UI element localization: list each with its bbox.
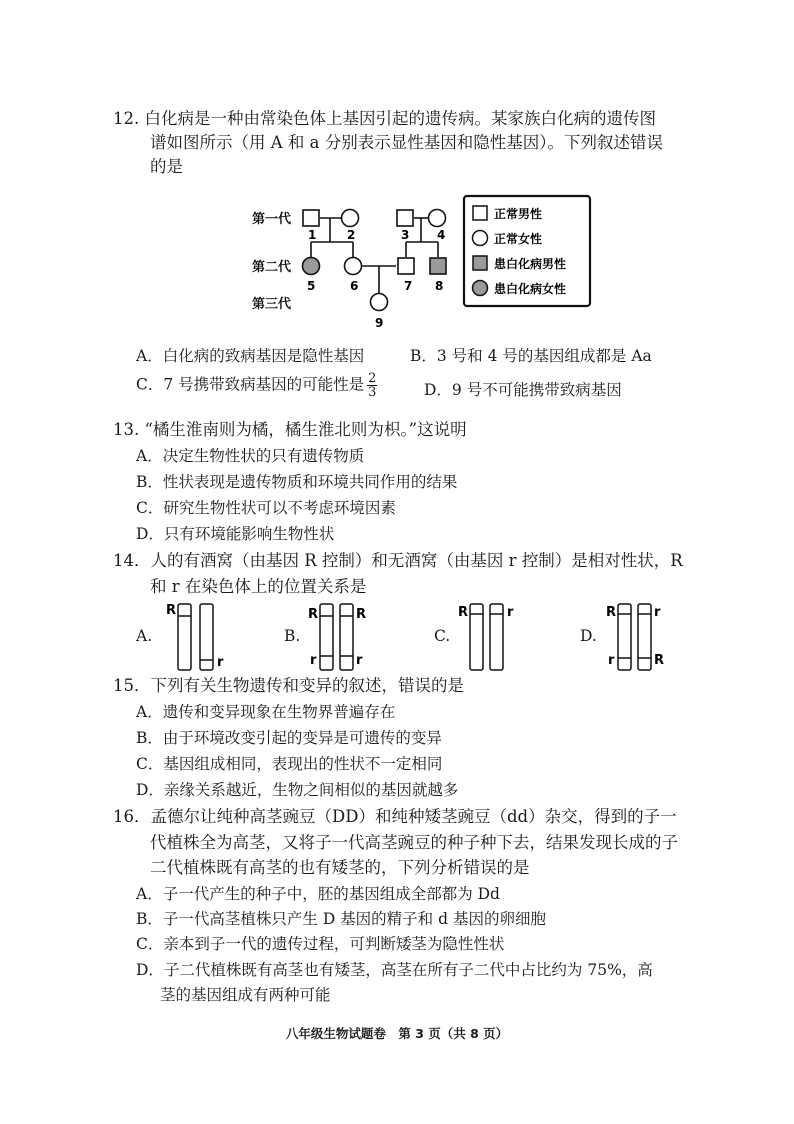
q15-option-d: D．亲缘关系越近，生物之间相似的基因就越多 (136, 781, 459, 799)
individual-3 (397, 210, 413, 226)
id-3: 3 (401, 228, 410, 242)
legend-normal-male: 正常男性 (494, 207, 543, 221)
chromosome-diagram-a (160, 598, 240, 678)
gene-label: R (606, 605, 617, 620)
fraction-denominator: 3 (368, 385, 377, 400)
id-2: 2 (347, 228, 356, 242)
gene-label: R (166, 603, 177, 618)
q12-stem-line1: 12. 白化病是一种由常染色体上基因引起的遗传病。某家族白化病的遗传图 (113, 109, 656, 128)
q16-option-b: B．子一代高茎植株只产生 D 基因的精子和 d 基因的卵细胞 (136, 910, 546, 928)
q14-stem-line2: 和 r 在染色体上的位置关系是 (150, 577, 367, 596)
gen1-label: 第一代 (252, 212, 292, 227)
individual-8 (430, 258, 446, 274)
gen2-label: 第二代 (252, 260, 292, 275)
individual-7 (398, 258, 414, 274)
q16-option-d: D．子二代植株既有高茎也有矮茎，高茎在所有子二代中占比约为 75%，高 (136, 961, 653, 979)
individual-9 (371, 294, 388, 311)
q14-label-b: B. (284, 627, 301, 645)
q13-option-c: C．研究生物性状可以不考虑环境因素 (136, 499, 396, 517)
q15-stem: 15．下列有关生物遗传和变异的叙述，错误的是 (113, 676, 464, 695)
gene-label: r (608, 653, 615, 668)
gene-label: r (654, 605, 661, 620)
q16-stem-line2: 代植株全为高茎，又将子一代高茎豌豆的种子种下去，结果发现长成的子 (150, 833, 678, 852)
q12-stem-line3: 的是 (150, 157, 183, 176)
legend-normal-female: 正常女性 (494, 232, 543, 246)
id-8: 8 (435, 279, 444, 293)
q13-stem: 13. “橘生淮南则为橘，橘生淮北则为枳。”这说明 (113, 420, 467, 439)
q15-option-a: A．遗传和变异现象在生物界普遍存在 (136, 703, 396, 721)
individual-5 (303, 258, 320, 275)
q13-option-d: D．只有环境能影响生物性状 (136, 525, 335, 543)
fraction-numerator: 2 (368, 371, 377, 386)
individual-2 (342, 210, 359, 227)
q13-option-b: B．性状表现是遗传物质和环境共同作用的结果 (136, 473, 458, 491)
q16-stem-line3: 二代植株既有高茎的也有矮茎的，下列分析错误的是 (150, 858, 530, 877)
id-6: 6 (350, 279, 359, 293)
gene-label: R (654, 653, 665, 668)
q14-label-a: A. (136, 627, 153, 645)
q15-option-b: B．由于环境改变引起的变异是可遗传的变异 (136, 729, 442, 747)
q12-option-d: D．9 号不可能携带致病基因 (424, 381, 622, 399)
chromosome-diagram-b (300, 598, 380, 678)
legend-normal-female-icon (473, 231, 488, 246)
gene-label: r (217, 655, 224, 670)
gene-label: R (356, 607, 367, 622)
id-5: 5 (307, 279, 316, 293)
gene-label: r (310, 653, 317, 668)
id-1: 1 (308, 228, 317, 242)
q12-option-a: A．白化病的致病基因是隐性基因 (136, 347, 365, 365)
q13-option-a: A．决定生物性状的只有遗传物质 (136, 447, 365, 465)
pedigree-chart (240, 192, 600, 334)
id-9: 9 (375, 316, 384, 330)
id-7: 7 (404, 279, 413, 293)
page-footer: 八年级生物试题卷 第 3 页（共 8 页） (285, 1026, 509, 1041)
legend-affected-female: 患白化病女性 (494, 282, 567, 296)
q12-option-c (136, 372, 380, 399)
q14-stem-line1: 14．人的有酒窝（由基因 R 控制）和无酒窝（由基因 r 控制）是相对性状，R (113, 551, 683, 570)
gene-label: R (308, 607, 319, 622)
gene-label: r (507, 605, 514, 620)
q15-option-c: C．基因组成相同，表现出的性状不一定相同 (136, 755, 443, 773)
gen3-label: 第三代 (252, 297, 292, 312)
individual-6 (345, 258, 362, 275)
q14-label-d: D. (580, 627, 597, 645)
gene-label: r (356, 653, 363, 668)
q14-label-c: C. (434, 627, 451, 645)
individual-1 (303, 210, 319, 226)
legend-affected-female-icon (473, 281, 488, 296)
q16-stem-line1: 16．孟德尔让纯种高茎豌豆（DD）和纯种矮茎豌豆（dd）杂交，得到的子一 (113, 807, 677, 826)
q16-option-a: A．子一代产生的种子中，胚的基因组成全部都为 Dd (136, 885, 500, 903)
q16-option-d-cont: 茎的基因组成有两种可能 (160, 986, 331, 1004)
legend-affected-male-icon (473, 256, 487, 270)
fraction (367, 372, 377, 399)
legend-affected-male: 患白化病男性 (494, 257, 567, 271)
q12-option-b: B．3 号和 4 号的基因组成都是 Aa (410, 347, 652, 365)
chromosome-diagram-c (452, 598, 532, 678)
q16-option-c: C．亲本到子一代的遗传过程，可判断矮茎为隐性性状 (136, 935, 505, 953)
individual-4 (429, 210, 446, 227)
id-4: 4 (437, 228, 446, 242)
legend-normal-male-icon (473, 206, 487, 220)
q12-option-c-text: C．7 号携带致病基因的可能性是 (136, 375, 365, 394)
chromosome-diagram-d (598, 598, 678, 678)
q12-stem-line2: 谱如图所示（用 A 和 a 分别表示显性基因和隐性基因）。下列叙述错误 (150, 133, 663, 152)
gene-label: R (458, 605, 469, 620)
